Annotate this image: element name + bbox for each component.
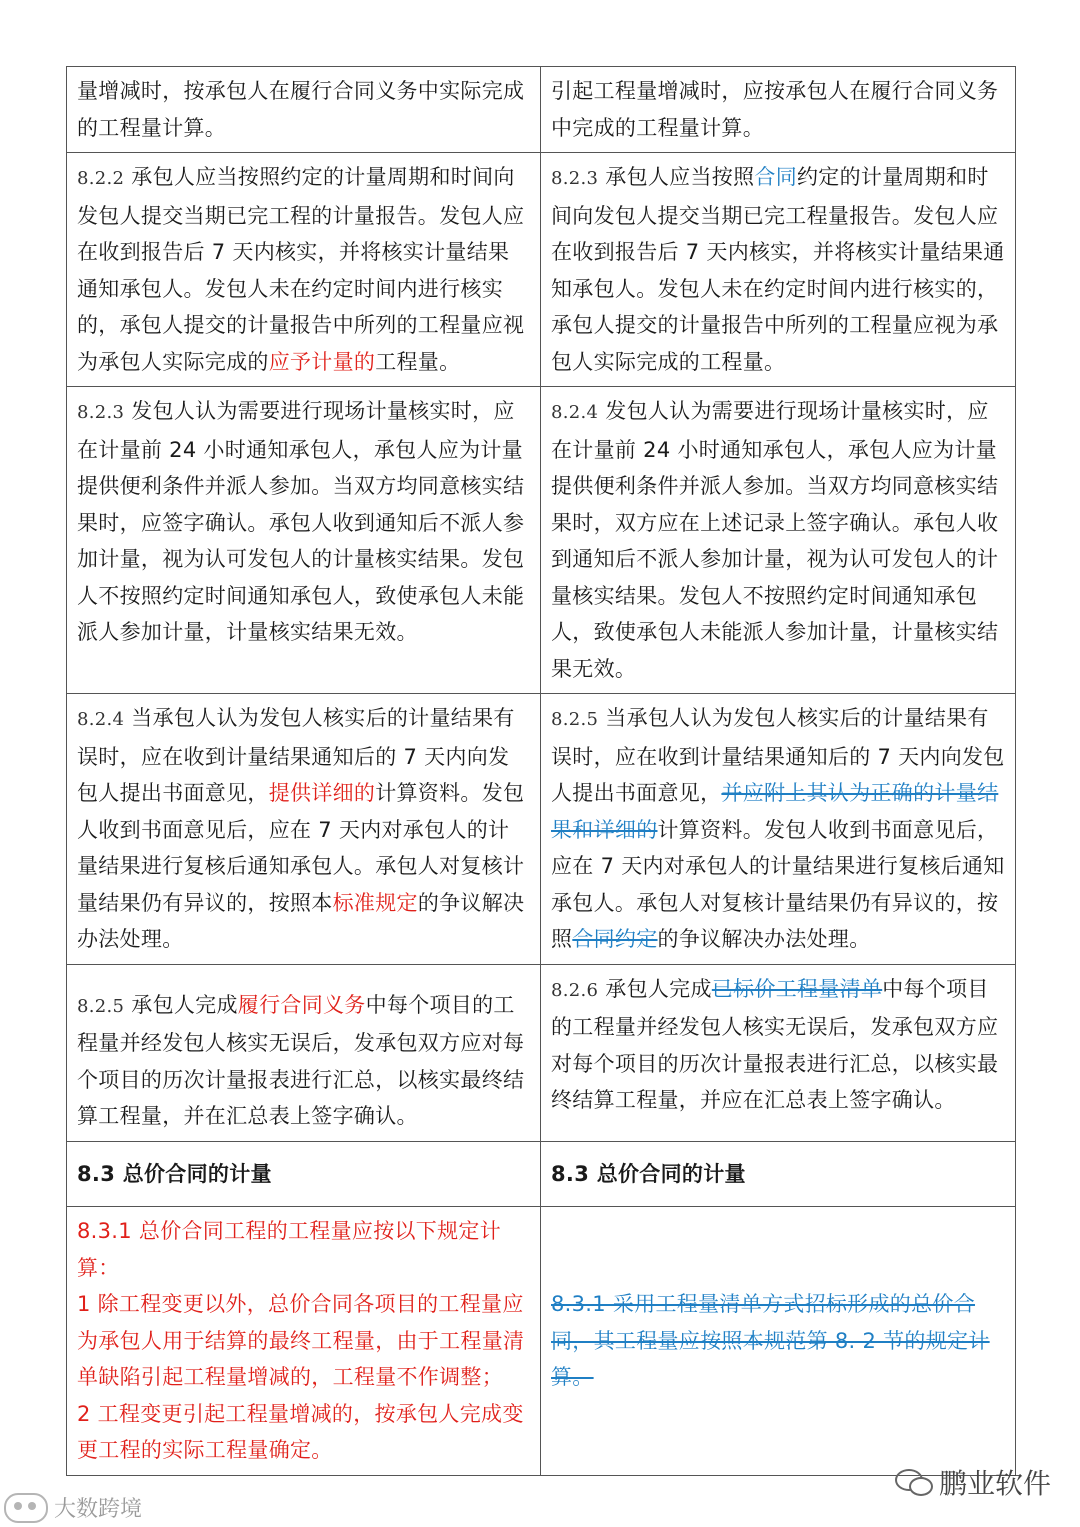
text-segment: 工程量。 <box>375 349 461 374</box>
text-segment: 中每个项目的工程量并经发包人核实无误后，发承包双方应对每个项目的历次计量报表进行汇总，以核实最终结算工程量，并在汇总表上签字确认。 <box>77 992 525 1128</box>
clause-number: 8.2.2 <box>77 168 125 189</box>
table-row <box>67 1207 1016 1476</box>
text-segment: 承包人完成 <box>124 992 238 1017</box>
left-cell <box>67 1207 541 1476</box>
marked-text: 履行合同义务 <box>237 992 366 1017</box>
section-heading-right: 8.3 总价合同的计量 <box>541 1141 1016 1207</box>
marked-text: 应予计量的 <box>268 349 376 374</box>
table-row <box>67 694 1016 965</box>
clause-number: 8.2.5 <box>77 995 125 1017</box>
right-cell <box>541 67 1016 153</box>
clause-8-3-1-item-2: 2 工程变更引起工程量增减的，按承包人完成变更工程的实际工程量确定。 <box>77 1401 524 1462</box>
text-segment: 当承包人认为发包人核实后的计量结果有误时，应在收到计量结果通知后的 7 天内向发包人提出书面意见， <box>551 706 1005 805</box>
text-segment: 引起工程量增减时，应按承包人在履行合同义务中完成的工程量计算。 <box>551 79 999 140</box>
text-segment: 计算资料。发包人收到书面意见后，应在 7 天内对承包人的计量结果进行复核后通知承包人。承包人对复核计量结果仍有异议的，按照 <box>551 817 1005 951</box>
watermark-right <box>895 1462 1051 1502</box>
text-segment: 的争议解决办法处理。 <box>77 890 525 951</box>
brand-logo-icon <box>4 1493 48 1523</box>
clause-number: 8.2.3 <box>77 402 125 423</box>
clause-number: 8.2.5 <box>551 709 599 730</box>
right-cell <box>541 1207 1016 1476</box>
text-segment: 承包人完成 <box>598 976 712 1001</box>
right-cell <box>541 964 1016 1141</box>
table-row <box>67 153 1016 387</box>
clause-number: 8.2.3 <box>551 168 599 189</box>
left-cell <box>67 694 541 965</box>
text-segment: 量增减时，按承包人在履行合同义务中实际完成的工程量计算。 <box>77 79 525 140</box>
marked-text: 提供详细的 <box>268 781 376 805</box>
text-segment: 承包人应当按照 <box>598 165 755 189</box>
right-cell <box>541 153 1016 387</box>
text-segment: 发包人认为需要进行现场计量核实时，应在计量前 24 小时通知承包人，承包人应为计量提供便利条件并派人参加。当双方均同意核实结果时，双方应在上述记录上签字确认。承包人收到通知后不派人参加计量，视为认可发包人的计量核实结果。发包人不按照约定时间通知承包人，致使承包人未能派人参加计量，计量核实结果无效。 <box>551 399 999 681</box>
watermark-left-text: 大数跨境 <box>54 1497 143 1522</box>
deleted-clause-8-3-1: 8.3.1 采用工程量清单方式招标形成的总价合同，其工程量应按照本规范第 8. 2 节的规定计算。 <box>551 1292 990 1389</box>
watermark-left <box>4 1492 142 1523</box>
clause-number: 8.2.6 <box>551 979 599 1001</box>
right-cell <box>541 694 1016 965</box>
marked-text: 合同 <box>754 165 797 189</box>
section-heading-row <box>67 1141 1016 1207</box>
marked-text: 合同约定 <box>572 927 658 951</box>
watermark-right-text: 鹏业软件 <box>939 1467 1052 1500</box>
clause-number: 8.2.4 <box>551 402 599 423</box>
clause-8-3-1-title: 8.3.1 总价合同工程的工程量应按以下规定计算： <box>77 1219 502 1280</box>
clause-number: 8.2.4 <box>77 709 125 730</box>
wechat-icon <box>895 1467 931 1497</box>
text-segment: 承包人应当按照约定的计量周期和时间向发包人提交当期已完工程的计量报告。发包人应在收到报告后 7 天内核实，并将核实计量结果通知承包人。发包人未在约定时间内进行核实的，承包人提交的计量报告中所列的工程量应视为承包人实际完成的 <box>77 165 525 374</box>
left-cell <box>67 153 541 387</box>
clause-8-3-1-item-1: 1 除工程变更以外，总价合同各项目的工程量应为承包人用于结算的最终工程量，由于工程量清单缺陷引起工程量增减的，工程量不作调整； <box>77 1292 525 1389</box>
left-cell <box>67 964 541 1141</box>
table-row <box>67 387 1016 694</box>
marked-text: 已标价工程量清单 <box>711 976 883 1001</box>
text-segment: 中每个项目的工程量并经发包人核实无误后，发承包双方应对每个项目的历次计量报表进行汇总，以核实最终结算工程量，并应在汇总表上签字确认。 <box>551 976 999 1112</box>
text-segment: 计算资料。发包人收到书面意见后，应在 7 天内对承包人的计量结果进行复核后通知承包人。承包人对复核计量结果仍有异议的，按照本 <box>77 781 525 915</box>
section-heading-left: 8.3 总价合同的计量 <box>67 1141 541 1207</box>
comparison-table <box>66 66 1016 1476</box>
table-row <box>67 964 1016 1141</box>
text-segment: 的争议解决办法处理。 <box>657 927 871 951</box>
marked-text: 标准规定 <box>332 890 418 915</box>
text-segment: 发包人认为需要进行现场计量核实时，应在计量前 24 小时通知承包人，承包人应为计量提供便利条件并派人参加。当双方均同意核实结果时，应签字确认。承包人收到通知后不派人参加计量，视为认可发包人的计量核实结果。发包人不按照约定时间通知承包人，致使承包人未能派人参加计量，计量核实结果无效。 <box>77 399 525 644</box>
left-cell <box>67 67 541 153</box>
left-cell <box>67 387 541 694</box>
table-row <box>67 67 1016 153</box>
right-cell <box>541 387 1016 694</box>
text-segment: 约定的计量周期和时间向发包人提交当期已完工程量报告。发包人应在收到报告后 7 天内核实，并将核实计量结果通知承包人。发包人未在约定时间内进行核实的，承包人提交的计量报告中所列的工程量应视为承包人实际完成的工程量。 <box>551 165 1005 374</box>
marked-text: 并应附上其认为正确的计量结果和详细的 <box>551 781 999 842</box>
text-segment: 当承包人认为发包人核实后的计量结果有误时，应在收到计量结果通知后的 7 天内向发包人提出书面意见， <box>77 706 515 805</box>
